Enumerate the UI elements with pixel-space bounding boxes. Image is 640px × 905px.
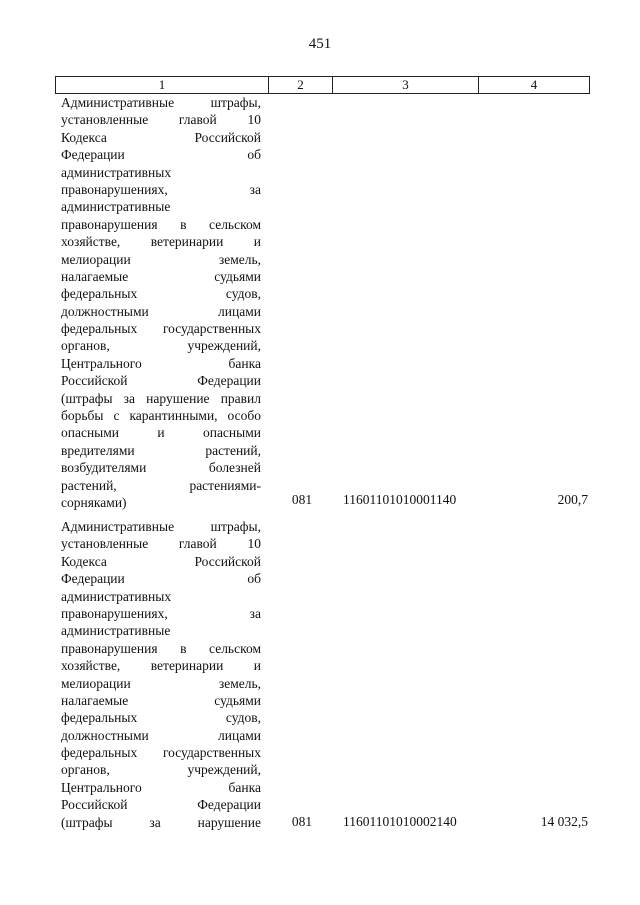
description-line: должностными лицами [61, 303, 261, 319]
header-col-1: 1 [56, 77, 269, 93]
description-line: Центрального банка [61, 355, 261, 371]
description-line: установленные главой 10 [61, 112, 261, 128]
row-1-admin-code: 081 [291, 492, 313, 507]
description-line: налагаемые судьями [61, 268, 261, 284]
description-line: правонарушения в сельском [61, 216, 261, 232]
description-line: федеральных государственных [61, 745, 261, 761]
description-line: (штрафы за нарушение правил [61, 390, 261, 406]
description-line: мелиорации земель, [61, 251, 261, 267]
description-line: Кодекса Российской [61, 553, 261, 569]
description-line: федеральных государственных [61, 321, 261, 337]
row-2-amount: 14 032,5 [540, 814, 588, 829]
description-line: должностными лицами [61, 727, 261, 743]
row-2-admin-code: 081 [291, 814, 313, 829]
description-line: органов, учреждений, [61, 762, 261, 778]
description-line: Кодекса Российской [61, 129, 261, 145]
description-line: правонарушения в сельском [61, 640, 261, 656]
description-line: федеральных судов, [61, 286, 261, 302]
description-line: опасными и опасными [61, 425, 261, 441]
row-1-description [61, 94, 261, 511]
description-line: сорняками) [61, 494, 127, 510]
description-line: органов, учреждений, [61, 338, 261, 354]
header-col-4: 4 [530, 77, 538, 92]
description-line: Российской Федерации [61, 373, 261, 389]
description-line: борьбы с карантинными, особо [61, 408, 261, 424]
row-2-description [61, 518, 261, 831]
description-line: правонарушениях, за [61, 605, 261, 621]
description-line: растений, растениями- [61, 477, 261, 493]
description-line: (штрафы за нарушение [61, 814, 261, 830]
description-line: административные [61, 623, 171, 639]
page-number: 451 [308, 36, 332, 52]
description-line: Российской Федерации [61, 797, 261, 813]
description-line: хозяйстве, ветеринарии и [61, 658, 261, 674]
description-line: Федерации об [61, 147, 261, 163]
row-2-kbk-code: 11601101010002140 [343, 814, 457, 829]
description-line: административных [61, 588, 172, 604]
description-line: административные [61, 199, 171, 215]
description-line: федеральных судов, [61, 710, 261, 726]
description-line: правонарушениях, за [61, 181, 261, 197]
description-line: возбудителями болезней [61, 460, 261, 476]
header-col-2: 2 [269, 77, 333, 93]
table-header-row [55, 76, 590, 94]
description-line: Административные штрафы, [61, 519, 261, 534]
description-line: хозяйстве, ветеринарии и [61, 234, 261, 250]
row-1-kbk-code: 11601101010001140 [343, 492, 457, 507]
description-line: Федерации об [61, 571, 261, 587]
description-line: вредителями растений, [61, 442, 261, 458]
description-line: Административные штрафы, [61, 95, 261, 110]
description-line: установленные главой 10 [61, 536, 261, 552]
row-1-amount: 200,7 [557, 492, 588, 507]
description-line: Центрального банка [61, 779, 261, 795]
description-line: налагаемые судьями [61, 692, 261, 708]
description-line: мелиорации земель, [61, 675, 261, 691]
description-line: административных [61, 164, 172, 180]
header-col-3: 3 [333, 77, 479, 93]
